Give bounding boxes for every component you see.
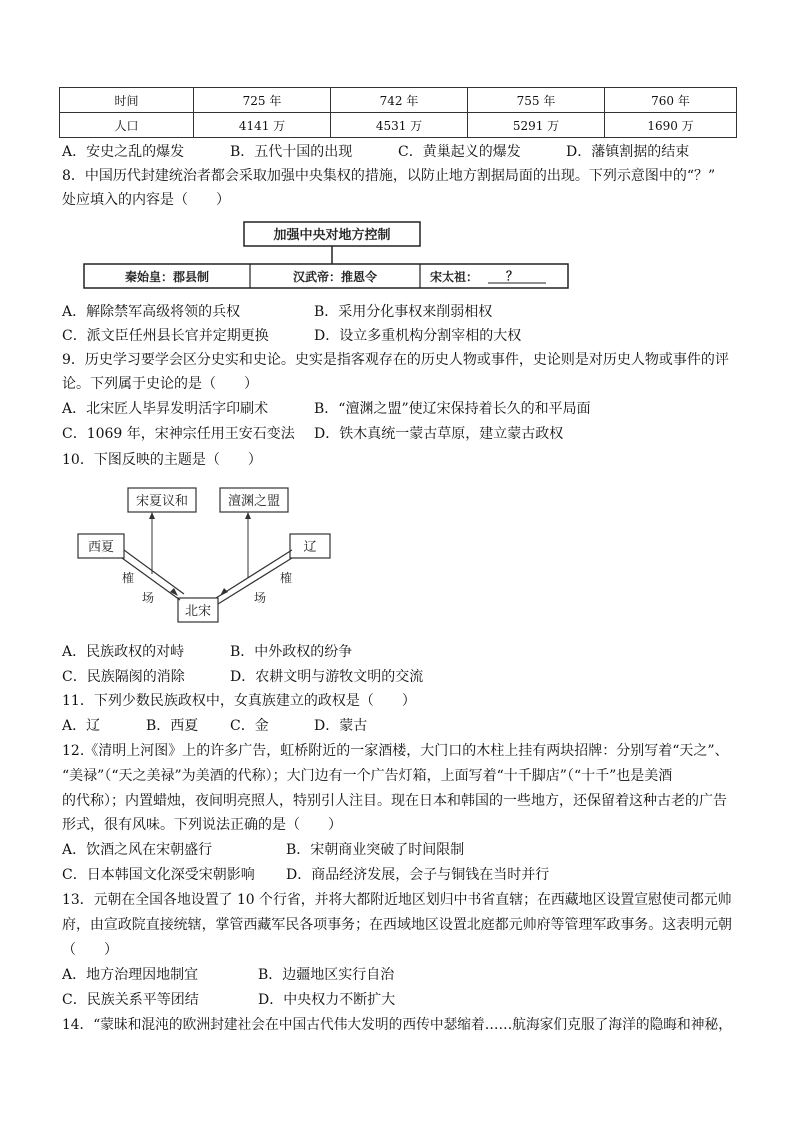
q10-label-song-xia: 宋夏议和 — [135, 494, 189, 509]
q10-option-c: C．民族隔阂的消除 — [62, 669, 185, 685]
q11-option-d: D．蒙古 — [314, 718, 368, 734]
q8-stem-1: 8．中国历代封建统治者都会采取加强中央集权的措施，以防止地方割据局面的出现。下列示意图中的“？” — [62, 168, 716, 184]
q10-stem: 10．下图反映的主题是（ ） — [62, 452, 262, 468]
q8-diagram — [60, 216, 580, 290]
q13-stem-2: 府，由宣政院直接统辖，掌管西藏军民各项事务；在西域地区设置北庭都元帅府等管理军政事务。这表明元朝 — [62, 917, 732, 933]
q10-option-d: D．农耕文明与游牧文明的交流 — [230, 669, 424, 685]
q10-arrowhead — [245, 512, 251, 519]
q7-option-b: B．五代十国的出现 — [230, 144, 353, 160]
q8-item-han: 汉武帝：推恩令 — [292, 270, 378, 284]
q12-option-a: A．饮酒之风在宋朝盛行 — [62, 842, 213, 858]
q8-item-song-question: ？ — [505, 269, 519, 283]
q10-diagram — [70, 478, 370, 628]
q10-option-b: B．中外政权的纷争 — [230, 644, 353, 660]
q7-option-c: C．黄巢起义的爆发 — [398, 144, 521, 160]
q9-option-b: B．“澶渊之盟”使辽宋保持着长久的和平局面 — [314, 401, 591, 417]
population-table — [59, 87, 737, 138]
q8-item-qin: 秦始皇：郡县制 — [124, 270, 210, 284]
q11-option-c: C．金 — [230, 718, 269, 734]
table-row — [60, 113, 737, 138]
q10-label-que-west: 榷 — [122, 571, 135, 585]
q14-stem-1: 14．“蒙昧和混沌的欧洲封建社会在中国古代伟大发明的西传中瑟缩着……航海家们克服了海洋的隐晦和神秘， — [62, 1017, 732, 1033]
q7-option-d: D．藩镇割据的结束 — [566, 144, 690, 160]
q10-label-xixia: 西夏 — [87, 540, 115, 555]
q11-option-b: B．西夏 — [146, 718, 199, 734]
q12-option-c: C．日本韩国文化深受宋朝影响 — [62, 867, 255, 883]
table-cell: 时间 — [60, 88, 194, 113]
table-cell: 760 年 — [605, 88, 737, 113]
q12-stem-3: 的代称）；内置蜡烛，夜间明亮照人，特别引人注目。现在日本和韩国的一些地方，还保留着这种古老的广告 — [62, 793, 727, 809]
q11-stem: 11．下列少数民族政权中，女真族建立的政权是（ ） — [62, 693, 416, 709]
q9-option-c: C．1069 年，宋神宗任用王安石变法 — [62, 426, 295, 442]
q8-option-a: A．解除禁军高级将领的兵权 — [62, 304, 241, 320]
q13-option-b: B．边疆地区实行自治 — [258, 967, 395, 983]
q12-stem-4: 形式，很有风味。下列说法正确的是（ ） — [62, 817, 342, 833]
table-cell: 人口 — [60, 113, 194, 138]
q8-option-b: B．采用分化事权来削弱相权 — [314, 304, 493, 320]
table-cell: 725 年 — [194, 88, 331, 113]
q10-label-chang-west: 场 — [142, 591, 155, 605]
q8-option-d: D．设立多重机构分割宰相的大权 — [314, 328, 522, 344]
q13-option-d: D．中央权力不断扩大 — [258, 992, 396, 1008]
q12-option-d: D．商品经济发展，会子与铜钱在当时并行 — [286, 867, 550, 883]
q8-option-c: C．派文臣任州县长官并定期更换 — [62, 328, 269, 344]
q13-option-c: C．民族关系平等团结 — [62, 992, 199, 1008]
q10-arrowhead — [149, 512, 155, 519]
q10-option-a: A．民族政权的对峙 — [62, 644, 185, 660]
table-cell: 4141 万 — [194, 113, 331, 138]
q13-stem-3: （ ） — [62, 942, 118, 958]
q12-option-b: B．宋朝商业突破了时间限制 — [286, 842, 465, 858]
q9-option-d: D．铁木真统一蒙古草原，建立蒙古政权 — [314, 426, 564, 442]
q11-option-a: A．辽 — [62, 718, 101, 734]
q12-stem-1: 12.《清明上河图》上的许多广告，虹桥附近的一家酒楼，大门口的木柱上挂有两块招牌：分别写着“天之”、 — [62, 743, 729, 759]
table-row — [60, 88, 737, 113]
q10-label-liao: 辽 — [303, 540, 317, 555]
q9-option-a: A．北宋匠人毕昇发明活字印刷术 — [62, 401, 269, 417]
q9-stem-2: 论。下列属于史论的是（ ） — [62, 376, 258, 392]
q8-stem-2: 处应填入的内容是（ ） — [62, 192, 230, 208]
table-cell: 755 年 — [468, 88, 605, 113]
q10-label-beisong: 北宋 — [184, 604, 212, 619]
q13-stem-1: 13．元朝在全国各地设置了 10 个行省，并将大都附近地区划归中书省直辖；在西藏地区设置宣慰使司都元帅 — [62, 892, 732, 908]
table-cell: 5291 万 — [468, 113, 605, 138]
q10-arrowhead — [220, 588, 228, 596]
q10-label-chang-east: 场 — [254, 591, 267, 605]
table-cell: 4531 万 — [331, 113, 468, 138]
q13-option-a: A．地方治理因地制宜 — [62, 967, 199, 983]
q10-label-chanyuan: 澶渊之盟 — [227, 494, 281, 509]
q10-label-que-east: 榷 — [280, 571, 293, 585]
q12-stem-2: “美禄”（“天之美禄”为美酒的代称）；大门边有一个广告灯箱，上面写着“十千脚店”（“十千”也是美酒 — [62, 768, 673, 784]
q7-option-a: A．安史之乱的爆发 — [62, 144, 185, 160]
q8-top-label: 加强中央对地方控制 — [273, 228, 391, 243]
table-cell: 1690 万 — [605, 113, 737, 138]
q9-stem-1: 9．历史学习要学会区分史实和史论。史实是指客观存在的历史人物或事件，史论则是对历史人物或事件的评 — [62, 352, 729, 368]
q8-item-song-label: 宋太祖： — [430, 270, 479, 284]
table-cell: 742 年 — [331, 88, 468, 113]
